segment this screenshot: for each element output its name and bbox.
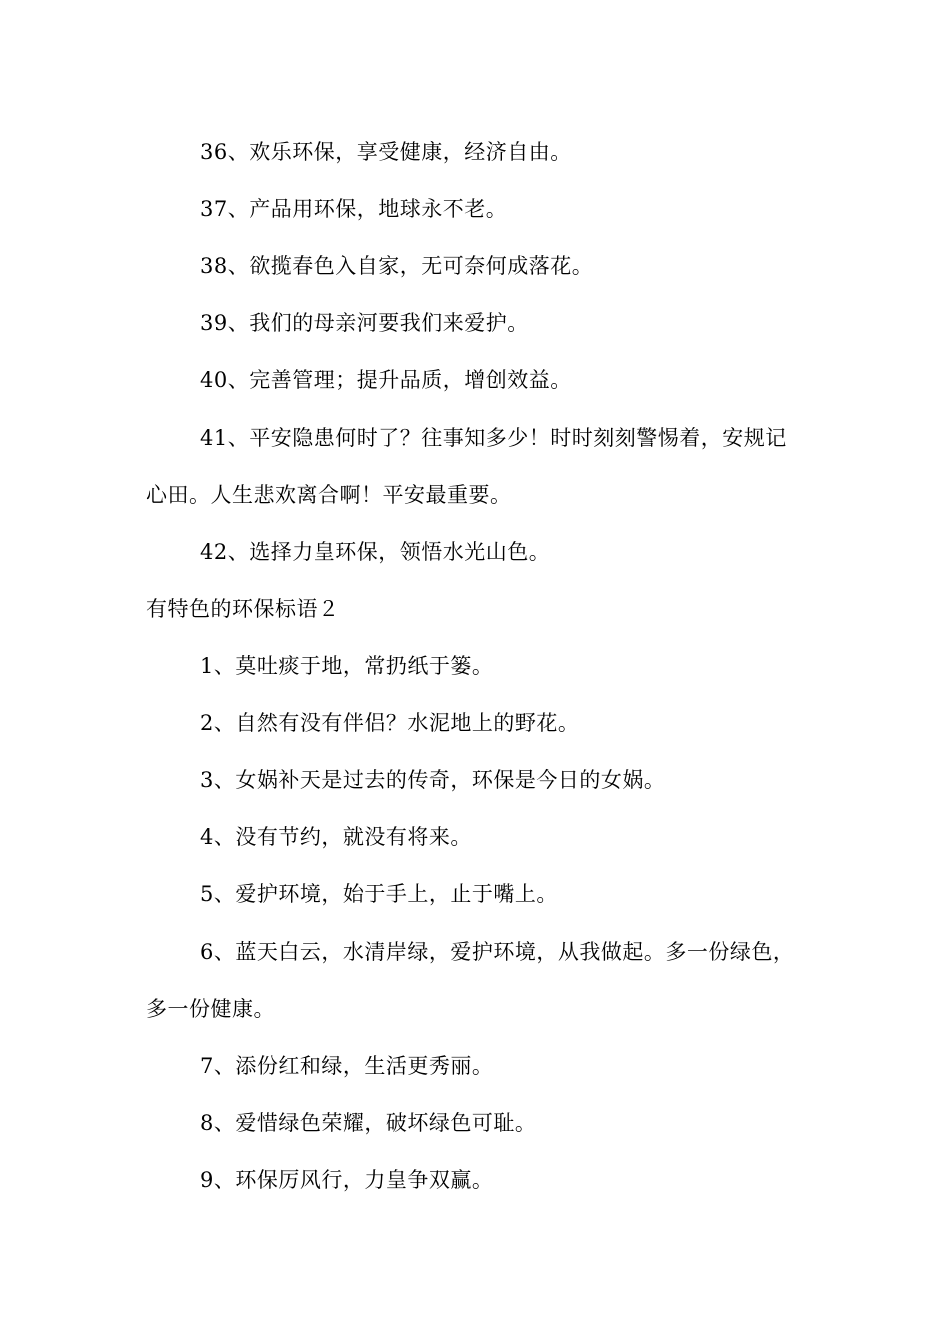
slogan-6-continued: 多一份健康。 — [146, 997, 275, 1021]
slogan-3: 3、女娲补天是过去的传奇，环保是今日的女娲。 — [200, 768, 666, 792]
slogan-41-continued: 心田。人生悲欢离合啊！平安最重要。 — [146, 483, 512, 507]
slogan-40: 40、完善管理；提升品质，增创效益。 — [200, 368, 572, 392]
slogan-4: 4、没有节约，就没有将来。 — [200, 825, 472, 849]
section-heading: 有特色的环保标语２ — [146, 597, 340, 621]
slogan-42: 42、选择力皇环保，领悟水光山色。 — [200, 540, 551, 564]
slogan-39: 39、我们的母亲河要我们来爱护。 — [200, 311, 529, 335]
slogan-1: 1、莫吐痰于地，常扔纸于篓。 — [200, 654, 494, 678]
slogan-7: 7、添份红和绿，生活更秀丽。 — [200, 1054, 494, 1078]
slogan-37: 37、产品用环保，地球永不老。 — [200, 197, 508, 221]
slogan-41: 41、平安隐患何时了？往事知多少！时时刻刻警惕着，安规记 — [200, 426, 787, 450]
slogan-6: 6、蓝天白云，水清岸绿，爱护环境，从我做起。多一份绿色， — [200, 940, 795, 964]
slogan-36: 36、欢乐环保，享受健康，经济自由。 — [200, 140, 572, 164]
slogan-38: 38、欲揽春色入自家，无可奈何成落花。 — [200, 254, 594, 278]
slogan-5: 5、爱护环境，始于手上，止于嘴上。 — [200, 882, 558, 906]
slogan-8: 8、爱惜绿色荣耀，破坏绿色可耻。 — [200, 1111, 537, 1135]
slogan-2: 2、自然有没有伴侣？水泥地上的野花。 — [200, 711, 580, 735]
slogan-9: 9、环保厉风行，力皇争双赢。 — [200, 1168, 494, 1192]
